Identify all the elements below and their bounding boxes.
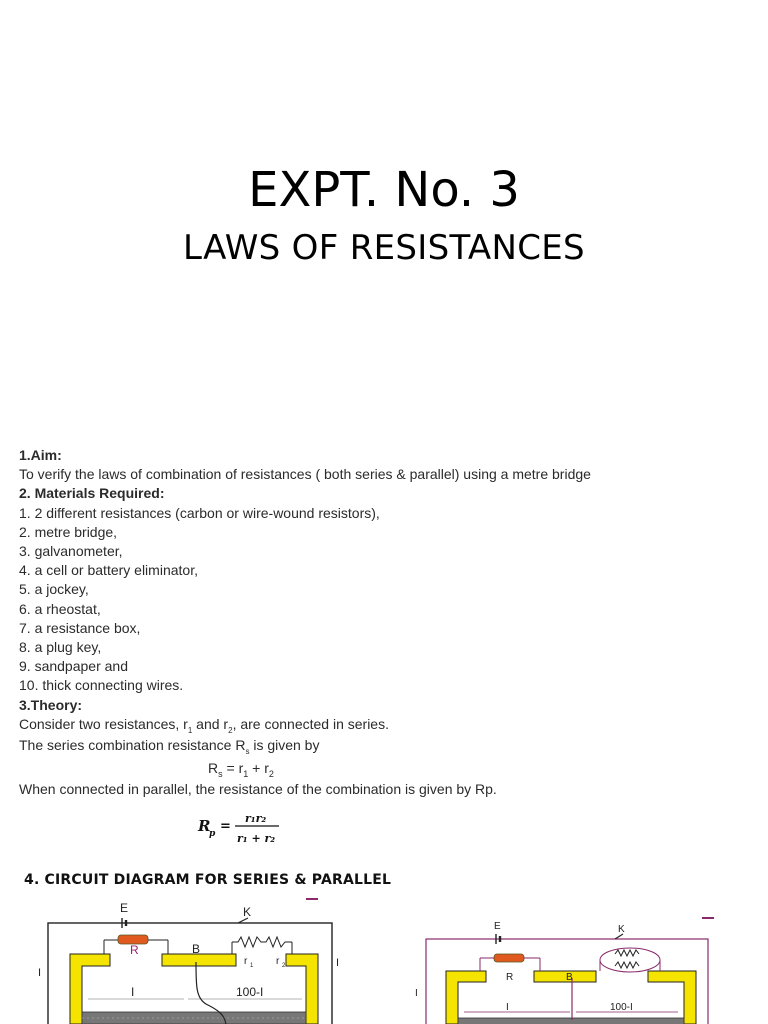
material-item: 7. a resistance box, <box>19 619 141 636</box>
material-item: 8. a plug key, <box>19 639 102 656</box>
theory-parallel-line: When connected in parallel, the resistance of the combination is given by Rp. <box>19 781 497 797</box>
material-item: 6. a rheostat, <box>19 600 101 617</box>
key-label: K <box>243 905 252 919</box>
parallel-circuit-diagram <box>410 914 750 1024</box>
theory-heading: 3.Theory: <box>19 696 83 713</box>
parallel-formula <box>197 806 297 850</box>
r1-sub-label: 1 <box>250 963 254 969</box>
material-item: 1. 2 different resistances (carbon or wire-wound resistors), <box>19 504 380 521</box>
resistor-label: R <box>130 943 139 957</box>
page-subtitle: LAWS OF RESISTANCES <box>183 228 585 268</box>
section4-heading: 4. CIRCUIT DIAGRAM FOR SERIES & PARALLEL <box>24 872 392 888</box>
material-item: 3. galvanometer, <box>19 543 123 560</box>
material-item: 2. metre bridge, <box>19 523 118 540</box>
r2-label: r <box>276 956 280 967</box>
experiment-body <box>19 446 759 715</box>
theory-series-resistance-line: The series combination resistance $R_s$ is given by <box>19 737 320 756</box>
current-left-label: I <box>38 967 42 979</box>
rp-lhs: R <box>198 817 211 835</box>
r2-sub-label: 2 <box>282 963 286 969</box>
series-circuit-diagram <box>36 896 356 1024</box>
aim-text: To verify the laws of combination of resistances ( both series & parallel) using a metre bridge <box>19 466 591 483</box>
rp-lhs-sub: p <box>209 829 216 839</box>
length-label: I <box>506 1002 509 1013</box>
materials-heading: 2. Materials Required: <box>19 485 165 502</box>
rp-numerator: r₁r₂ <box>245 812 267 825</box>
current-left-label: I <box>415 988 418 999</box>
material-item: 4. a cell or battery eliminator, <box>19 562 198 579</box>
r1-label: r <box>244 956 248 967</box>
jockey-point-label: B <box>566 972 573 983</box>
current-right-label: I <box>336 957 340 969</box>
material-item: 10. thick connecting wires. <box>19 677 184 694</box>
rp-denominator: r₁ + r₂ <box>237 832 276 845</box>
page-title: EXPT. No. 3 <box>248 162 520 218</box>
aim-heading: 1.Aim: <box>19 447 62 463</box>
jockey-point-label: B <box>192 942 201 956</box>
battery-label: E <box>494 921 501 932</box>
series-formula: $R_s = r_1 + r_2$ <box>208 760 274 779</box>
battery-label: E <box>120 901 129 915</box>
resistor-label: R <box>506 972 514 983</box>
material-item: 9. sandpaper and <box>19 658 128 675</box>
svg-text:=: = <box>220 819 231 834</box>
material-item: 5. a jockey, <box>19 581 89 598</box>
theory-series-line: Consider two resistances, $r_1$ and $r_2$, are connected in series. <box>19 716 389 735</box>
key-label: K <box>618 924 625 935</box>
remaining-length-label: 100-I <box>610 1002 633 1013</box>
length-label: I <box>131 985 135 999</box>
remaining-length-label: 100-I <box>236 985 264 999</box>
